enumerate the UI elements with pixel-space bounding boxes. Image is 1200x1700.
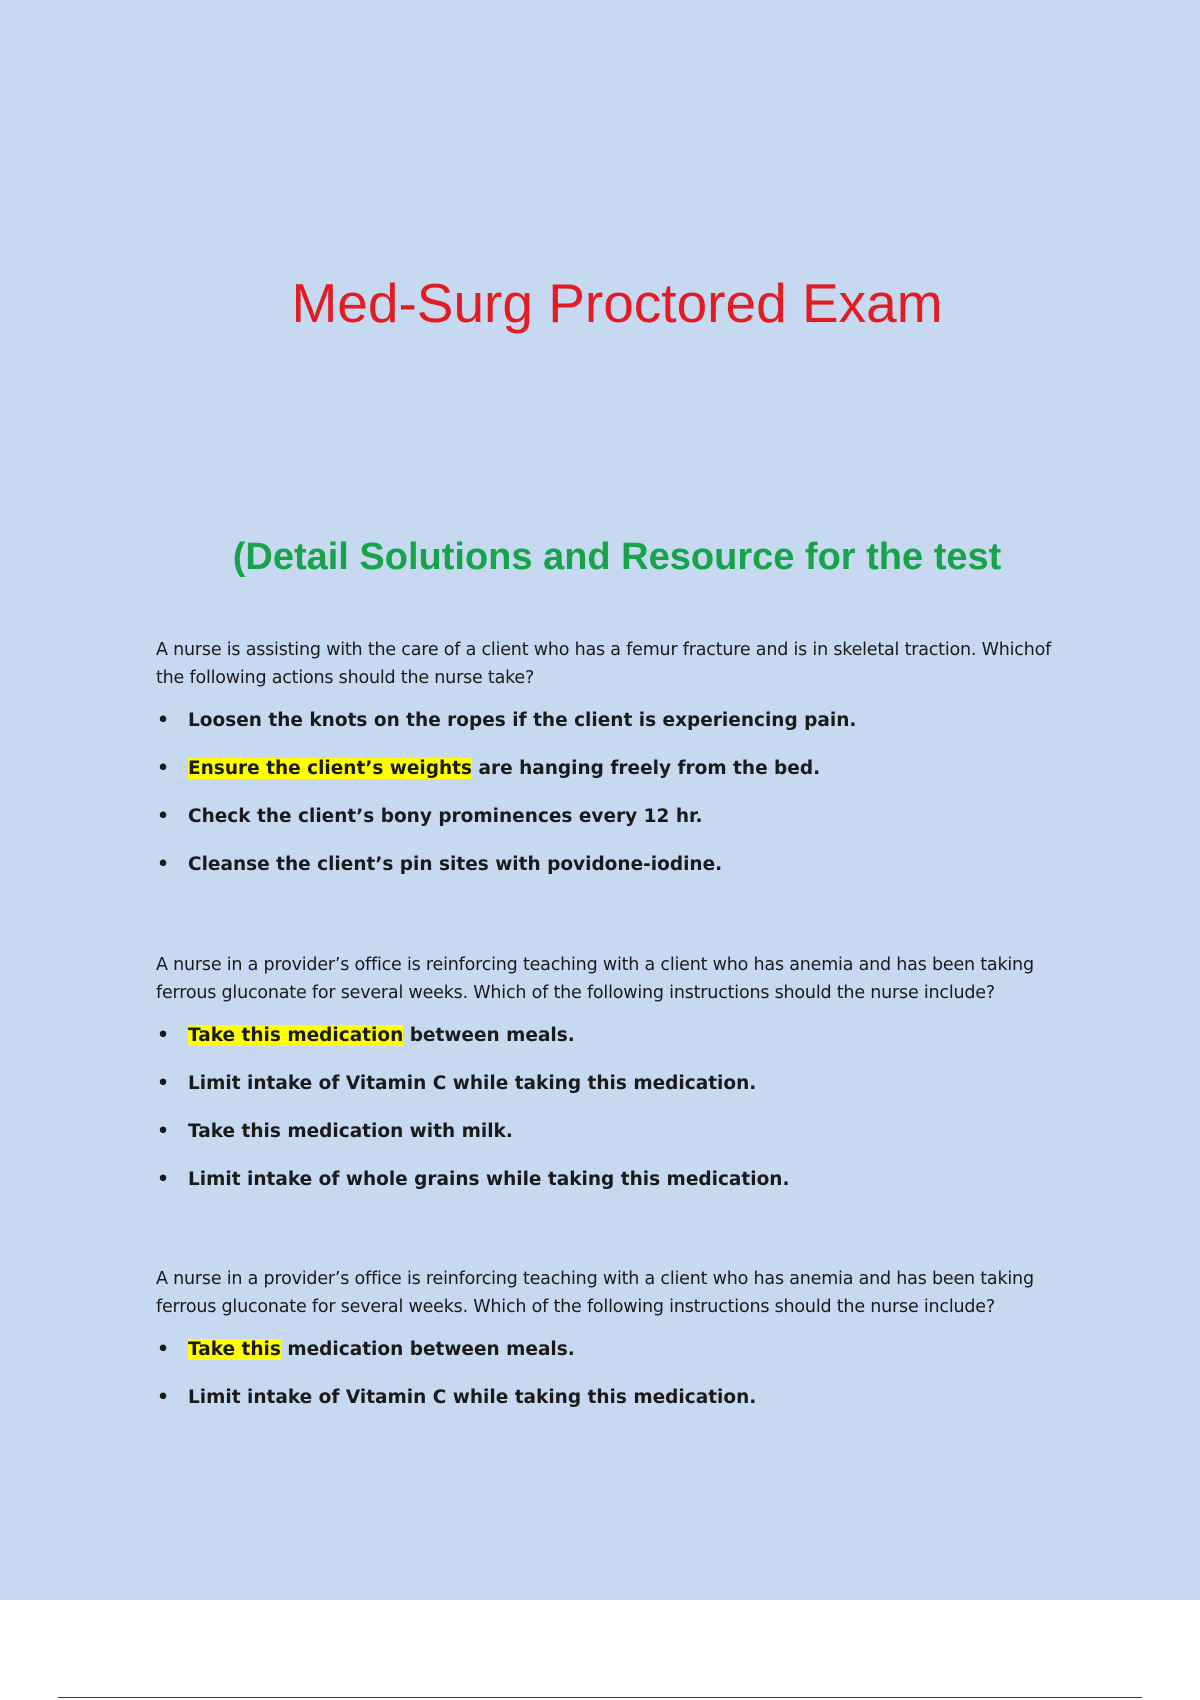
answer-options bbox=[156, 1335, 1076, 1431]
answer-option bbox=[156, 1117, 1076, 1165]
answer-options bbox=[156, 706, 1076, 898]
highlighted-text: Take this medication bbox=[188, 1025, 404, 1046]
option-text: Take this medication with milk. bbox=[188, 1121, 513, 1142]
highlighted-text: Ensure the client’s weights bbox=[188, 758, 473, 779]
option-text: Check the client’s bony prominences every 12 hr. bbox=[188, 806, 703, 827]
bullet-icon: • bbox=[157, 1387, 169, 1408]
answer-option bbox=[156, 1165, 1076, 1213]
bullet-icon: • bbox=[157, 710, 169, 731]
footer-divider bbox=[58, 1697, 1142, 1698]
question-text: A nurse in a provider’s office is reinforcing teaching with a client who has anemia and has been taking ferrous gluconate for several weeks. Which of the following instructions should the nurse include? bbox=[156, 955, 1034, 1003]
answer-options bbox=[156, 1021, 1076, 1213]
answer-option bbox=[156, 1335, 1076, 1383]
question-2 bbox=[156, 951, 1076, 1213]
option-text: Limit intake of Vitamin C while taking this medication. bbox=[188, 1073, 757, 1094]
bullet-icon: • bbox=[157, 1339, 169, 1360]
bullet-icon: • bbox=[157, 1073, 169, 1094]
option-text: Loosen the knots on the ropes if the client is experiencing pain. bbox=[188, 710, 857, 731]
answer-option bbox=[156, 1383, 1076, 1431]
answer-option bbox=[156, 706, 1076, 754]
bullet-icon: • bbox=[157, 1121, 169, 1142]
answer-option bbox=[156, 1021, 1076, 1069]
answer-option bbox=[156, 754, 1076, 802]
bullet-icon: • bbox=[157, 854, 169, 875]
highlighted-text: Take this bbox=[188, 1339, 281, 1360]
answer-option bbox=[156, 1069, 1076, 1117]
question-3 bbox=[156, 1265, 1076, 1431]
answer-option bbox=[156, 802, 1076, 850]
bullet-icon: • bbox=[157, 1025, 169, 1046]
document-title: Med-Surg Proctored Exam bbox=[291, 272, 943, 334]
option-text: Limit intake of Vitamin C while taking this medication. bbox=[188, 1387, 757, 1408]
question-text: A nurse in a provider’s office is reinforcing teaching with a client who has anemia and has been taking ferrous gluconate for several weeks. Which of the following instructions should the nurse include? bbox=[156, 1269, 1034, 1317]
bullet-icon: • bbox=[157, 758, 169, 779]
bullet-icon: • bbox=[157, 806, 169, 827]
answer-option bbox=[156, 850, 1076, 898]
option-text: medication between meals. bbox=[280, 1339, 575, 1360]
bullet-icon: • bbox=[157, 1169, 169, 1190]
option-text: are hanging freely from the bed. bbox=[472, 758, 821, 779]
question-text: A nurse is assisting with the care of a client who has a femur fracture and is in skeletal traction. Whichof the following actions should the nurse take? bbox=[156, 640, 1052, 688]
document-subtitle: (Detail Solutions and Resource for the test bbox=[232, 536, 1002, 578]
option-text: between meals. bbox=[403, 1025, 575, 1046]
option-text: Limit intake of whole grains while taking this medication. bbox=[188, 1169, 790, 1190]
question-1 bbox=[156, 636, 1076, 898]
option-text: Cleanse the client’s pin sites with povidone-iodine. bbox=[188, 854, 723, 875]
